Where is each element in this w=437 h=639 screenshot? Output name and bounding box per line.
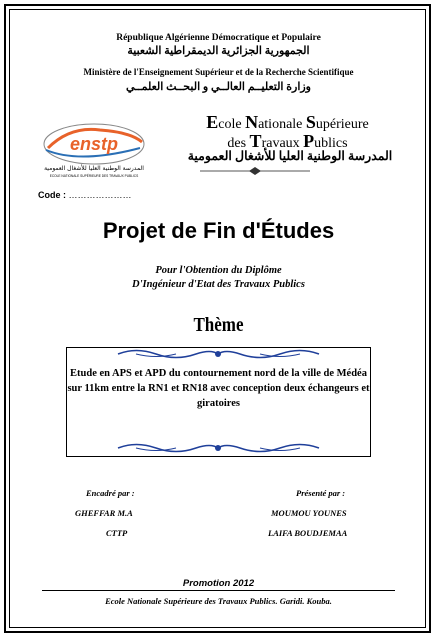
code-label: Code : (38, 190, 66, 200)
code-dots: ………………… (68, 190, 132, 200)
footer-text: Ecole Nationale Supérieure des Travaux Publics. Garidi. Kouba. (105, 596, 332, 606)
author-name-2: LAIFA BOUDJEMAA (268, 528, 348, 538)
republic-ar: الجمهورية الجزائرية الديمقراطية الشعبية (127, 45, 310, 57)
code-field (38, 190, 132, 200)
promotion: Promotion 2012 (182, 578, 255, 589)
theme-text: Etude en APS et APD du contournement nord de la ville de Médéa sur 11km entre la RN1 et RN18 avec conception deux échangeurs et giratoires (67, 368, 370, 409)
logo-text: enstp (69, 134, 119, 154)
enstp-logo (40, 118, 148, 180)
divider-ornament (200, 166, 310, 176)
school-name-ar: المدرسة الوطنية العليا للأشغال العمومية (187, 149, 393, 163)
authors-label: Présenté par : (296, 488, 346, 498)
supervisor-name: GHEFFAR M.A (75, 508, 133, 518)
ministry-fr: Ministère de l'Enseignement Supérieur et de la Recherche Scientifique (83, 67, 354, 77)
author-name-1: MOUMOU YOUNES (271, 508, 347, 518)
school-name-fr: Ecole Nationale Supérieure des Travaux Publics (206, 112, 369, 151)
logo-caption: المدرسة الوطنية العليا للأشغال العمومية (44, 165, 144, 172)
republic-fr: République Algérienne Démocratique et Populaire (116, 33, 321, 43)
logo-caption-small: ECOLE NATIONALE SUPÉRIEURE DES TRAVAUX PUBLICS (49, 174, 139, 178)
theme-heading: Thème (193, 314, 244, 336)
footer-rule (42, 590, 395, 591)
page-title: Projet de Fin d'Études (102, 218, 335, 243)
subtitle-line2: D'Ingénieur d'Etat des Travaux Publics (132, 279, 305, 290)
ministry-ar: وزارة التعليــم العالــي و البحــث العلمــي (125, 81, 311, 93)
bottom-ornament (116, 441, 321, 455)
supervisor-label: Encadré par : (86, 488, 135, 498)
top-ornament (116, 347, 321, 361)
supervisor-org: CTTP (106, 528, 128, 538)
subtitle-line1: Pour l'Obtention du Diplôme (155, 265, 282, 276)
